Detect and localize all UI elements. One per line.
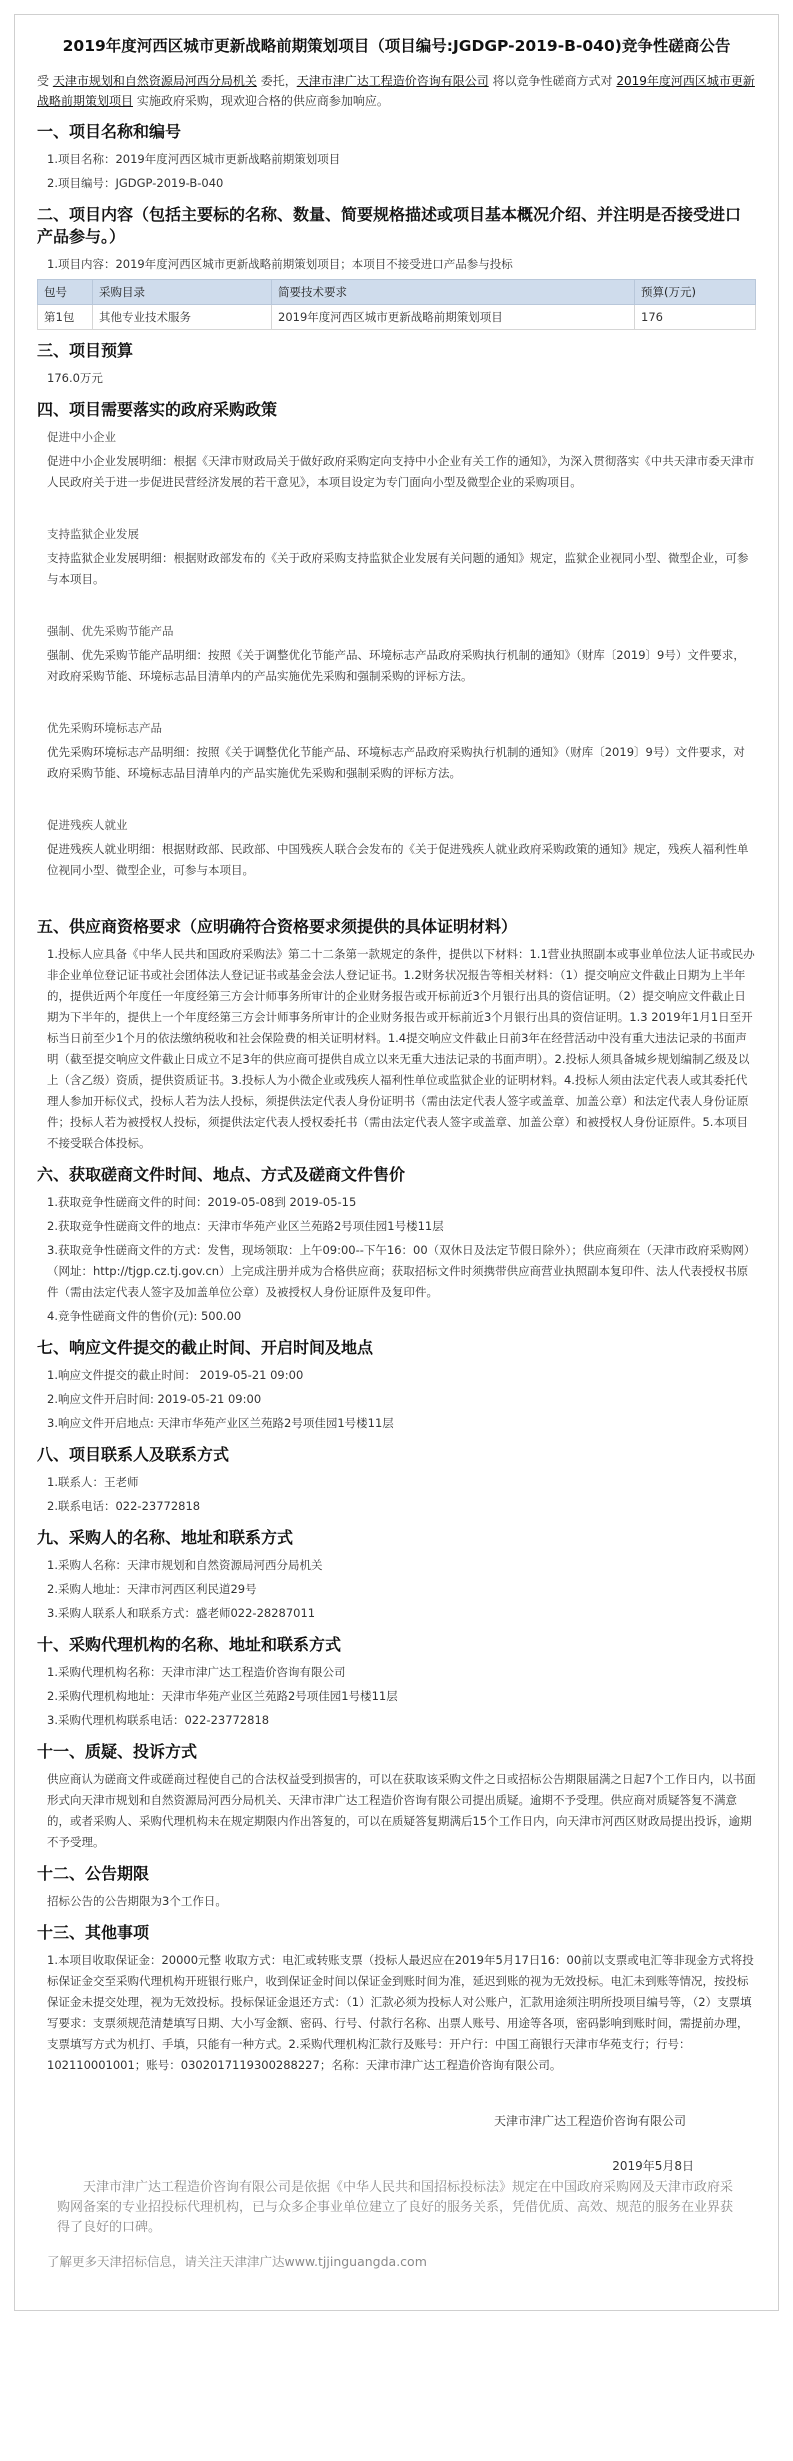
- table-header-cell: 预算(万元): [635, 280, 756, 305]
- section-heading-11: 十一、质疑、投诉方式: [37, 1742, 198, 1761]
- section-heading-8: 八、项目联系人及联系方式: [37, 1445, 230, 1464]
- agent-phone-line: 3.采购代理机构联系电话：022-23772818: [47, 1713, 270, 1727]
- notice-period-line: 招标公告的公告期限为3个工作日。: [47, 1894, 227, 1908]
- opening-place-line: 3.响应文件开启地点: 天津市华苑产业区兰苑路2号项佳园1号楼11层: [47, 1416, 394, 1430]
- section-heading-9: 九、采购人的名称、地址和联系方式: [37, 1528, 294, 1547]
- section-heading-4: 四、项目需要落实的政府采购政策: [37, 400, 278, 419]
- section-heading-3: 三、项目预算: [37, 341, 134, 360]
- policy-title-env: 优先采购环境标志产品: [47, 721, 162, 735]
- table-cell: 第1包: [38, 305, 93, 330]
- doc-time-line: 1.获取竞争性磋商文件的时间：2019-05-08到 2019-05-15: [47, 1195, 357, 1209]
- section-heading-6: 六、获取磋商文件时间、地点、方式及磋商文件售价: [37, 1165, 406, 1184]
- table-header-cell: 采购目录: [93, 280, 272, 305]
- announcement-page: [14, 14, 779, 2311]
- policy-body-energy: 强制、优先采购节能产品明细：按照《关于调整优化节能产品、环境标志产品政府采购执行机制的通知》（财库〔2019〕9号）文件要求，对政府采购节能、环境标志品目清单内的产品实施优先采购和强制采购的评标方法。: [47, 648, 745, 683]
- signer-name: 天津市津广达工程造价咨询有限公司: [493, 2114, 686, 2128]
- doc-method-line: 3.获取竞争性磋商文件的方式：发售，现场领取：上午09:00--下午16：00（双休日及法定节假日除外）；供应商须在（天津市政府采购网）（网址：http://tjgp.cz.tj.gov.cn）上完成注册并成为合格供应商；获取招标文件时须携带供应商营业执照副本复印件、法人代表授权书原件（需由法定代表人签字及加盖单位公章）及被授权人身份证原件及复印件。: [47, 1243, 756, 1299]
- project-content-line: 1.项目内容：2019年度河西区城市更新战略前期策划项目；本项目不接受进口产品参与投标: [47, 257, 513, 271]
- policy-body-disabled: 促进残疾人就业明细：根据财政部、民政部、中国残疾人联合会发布的《关于促进残疾人就业政府采购政策的通知》规定，残疾人福利性单位视同小型、微型企业，可参与本项目。: [47, 842, 749, 877]
- doc-price-line: 4.竞争性磋商文件的售价(元): 500.00: [47, 1309, 242, 1323]
- budget-value: 176.0万元: [47, 371, 103, 385]
- project-number-line: 2.项目编号：JGDGP-2019-B-040: [47, 176, 224, 190]
- project-link[interactable]: 2019年度河西区城市更新战略前期策划项目: [37, 74, 755, 108]
- policy-title-energy: 强制、优先采购节能产品: [47, 624, 174, 638]
- table-header-row: [38, 280, 756, 305]
- deadline-line: 1.响应文件提交的截止时间： 2019-05-21 09:00: [47, 1368, 304, 1382]
- policy-body-prison: 支持监狱企业发展明细：根据财政部发布的《关于政府采购支持监狱企业发展有关问题的通知》规定，监狱企业视同小型、微型企业，可参与本项目。: [47, 551, 749, 586]
- publish-date: 2019年5月8日: [612, 2159, 694, 2173]
- policy-body-sme: 促进中小企业发展明细：根据《天津市财政局关于做好政府采购定向支持中小企业有关工作的通知》，为深入贯彻落实《中共天津市委天津市人民政府关于进一步促进民营经济发展的若干意见》，本项目设定为专门面向小型及微型企业的采购项目。: [47, 454, 755, 489]
- policy-title-prison: 支持监狱企业发展: [47, 527, 139, 541]
- contact-person-line: 1.联系人：王老师: [47, 1475, 139, 1489]
- purchaser-contact-line: 3.采购人联系人和联系方式：盛老师022-28287011: [47, 1606, 316, 1620]
- intro-mid2: 将以竞争性磋商方式对: [492, 74, 613, 88]
- purchaser-address-line: 2.采购人地址：天津市河西区利民道29号: [47, 1582, 257, 1596]
- table-header-cell: 包号: [38, 280, 93, 305]
- policy-title-disabled: 促进残疾人就业: [47, 818, 128, 832]
- project-name-line: 1.项目名称：2019年度河西区城市更新战略前期策划项目: [47, 152, 341, 166]
- agent-address-line: 2.采购代理机构地址：天津市华苑产业区兰苑路2号项佳园1号楼11层: [47, 1689, 398, 1703]
- complaint-body: 供应商认为磋商文件或磋商过程使自己的合法权益受到损害的，可以在获取该采购文件之日或招标公告期限届满之日起7个工作日内，以书面形式向天津市规划和自然资源局河西分局机关、天津市津广达工程造价咨询有限公司提出质疑。逾期不予受理。供应商对质疑答复不满意的，或者采购人、采购代理机构未在规定期限内作出答复的，可以在质疑答复期满后15个工作日内，向天津市河西区财政局提出投诉，逾期不予受理。: [47, 1772, 756, 1849]
- agent-name-line: 1.采购代理机构名称：天津市津广达工程造价咨询有限公司: [47, 1665, 346, 1679]
- section-heading-1: 一、项目名称和编号: [37, 122, 182, 141]
- table-cell: 其他专业技术服务: [93, 305, 272, 330]
- table-cell: 2019年度河西区城市更新战略前期策划项目: [272, 305, 635, 330]
- policy-body-env: 优先采购环境标志产品明细：按照《关于调整优化节能产品、环境标志产品政府采购执行机制的通知》（财库〔2019〕9号）文件要求，对政府采购节能、环境标志品目清单内的产品实施优先采购和强制采购的评标方法。: [47, 745, 745, 780]
- purchaser-name-line: 1.采购人名称：天津市规划和自然资源局河西分局机关: [47, 1558, 323, 1572]
- table-header-cell: 简要技术要求: [272, 280, 635, 305]
- section-heading-7: 七、响应文件提交的截止时间、开启时间及地点: [37, 1338, 374, 1357]
- section-heading-10: 十、采购代理机构的名称、地址和联系方式: [37, 1635, 342, 1654]
- policy-title-sme: 促进中小企业: [47, 430, 116, 444]
- agent-link[interactable]: 天津市津广达工程造价咨询有限公司: [296, 74, 489, 88]
- purchaser-link[interactable]: 天津市规划和自然资源局河西分局机关: [52, 74, 257, 88]
- other-matters-body: 1.本项目收取保证金：20000元整 收取方式：电汇或转账支票（投标人最迟应在2019年5月17日16：00前以支票或电汇等非现金方式将投标保证金交至采购代理机构开班银行账户，收到保证金时间以保证金到账时间为准，延迟到账的视为无效投标。电汇未到账等情况，按投标保证金未提交处理，视为无效投标。投标保证金退还方式：（1）汇款必须为投标人对公账户，汇款用途须注明所投项目编号等，（2）支票填写要求：支票须规范清楚填写日期、大小写金额、密码、行号、付款行名称、出票人账号、用途等各项，密码影响到账时间，需提前办理，支票填写方式为机打、手填，只能有一种方式。2.采购代理机构汇款行及账号：开户行：中国工商银行天津市华苑支行；行号：102110001001；账号：0302017119300288227；名称：天津市津广达工程造价咨询有限公司。: [47, 1953, 754, 2072]
- intro-post: 实施政府采购，现欢迎合格的供应商参加响应。: [136, 94, 389, 108]
- table-row: [38, 305, 756, 330]
- intro-pre: 受: [37, 74, 50, 88]
- section-heading-2: 二、项目内容（包括主要标的名称、数量、简要规格描述或项目基本概况介绍、并注明是否接受进口产品参与。）: [37, 205, 742, 246]
- section-heading-12: 十二、公告期限: [37, 1864, 150, 1883]
- qualification-body: 1.投标人应具备《中华人民共和国政府采购法》第二十二条第一款规定的条件，提供以下材料：1.1营业执照副本或事业单位法人证书或民办非企业单位登记证书或社会团体法人登记证书或基金会法人登记证书。1.2财务状况报告等相关材料：（1）提交响应文件截止日期为上半年的，提供近两个年度任一年度经第三方会计师事务所审计的企业财务报告或开标前近3个月银行出具的资信证明。（2）提交响应文件截止日期为下半年的，提供上一个年度经第三方会计师事务所审计的企业财务报告或开标前近3个月银行出具的资信证明。1.3 2019年1月1日至开标当日前至少1个月的依法缴纳税收和社会保险费的相关证明材料。1.4提交响应文件截止日前3年在经营活动中没有重大违法记录的书面声明（截至提交响应文件截止日成立不足3年的供应商可提供自成立以来无重大违法记录的书面声明）。2.投标人须具备城乡规划编制乙级及以上（含乙级）资质，提供资质证书。3.投标人为小微企业或残疾人福利性单位或监狱企业的证明材料。4.投标人须由法定代表人或其委托代理人参加开标仪式，投标人若为法人投标，须提供法定代表人身份证明书（需由法定代表人签字或盖章、加盖公章）和法定代表人身份证原件；投标人若为被授权人投标，须提供法定代表人授权委托书（需由法定代表人签字或盖章、加盖公章）和被授权人身份证原件。5.本项目不接受联合体投标。: [47, 947, 755, 1150]
- section-heading-13: 十三、其他事项: [37, 1923, 150, 1942]
- intro-paragraph: [37, 71, 756, 111]
- section-heading-5: 五、供应商资格要求（应明确符合资格要求须提供的具体证明材料）: [37, 917, 518, 936]
- package-table: [37, 279, 756, 330]
- intro-mid1: 委托，: [260, 74, 297, 88]
- footer-company-note: 天津市津广达工程造价咨询有限公司是依据《中华人民共和国招标投标法》规定在中国政府采购网及天津市政府采购网备案的专业招投标代理机构，已与众多企事业单位建立了良好的服务关系，凭借优质、高效、规范的服务在业界获得了良好的口碑。: [57, 2180, 734, 2235]
- footer-site-link[interactable]: 了解更多天津招标信息，请关注天津津广达www.tjjinguangda.com: [47, 2254, 427, 2269]
- doc-place-line: 2.获取竞争性磋商文件的地点：天津市华苑产业区兰苑路2号项佳园1号楼11层: [47, 1219, 444, 1233]
- table-cell: 176: [635, 305, 756, 330]
- page-title: 2019年度河西区城市更新战略前期策划项目（项目编号:JGDGP-2019-B-040)竞争性磋商公告: [62, 37, 731, 55]
- opening-time-line: 2.响应文件开启时间: 2019-05-21 09:00: [47, 1392, 262, 1406]
- contact-phone-line: 2.联系电话：022-23772818: [47, 1499, 201, 1513]
